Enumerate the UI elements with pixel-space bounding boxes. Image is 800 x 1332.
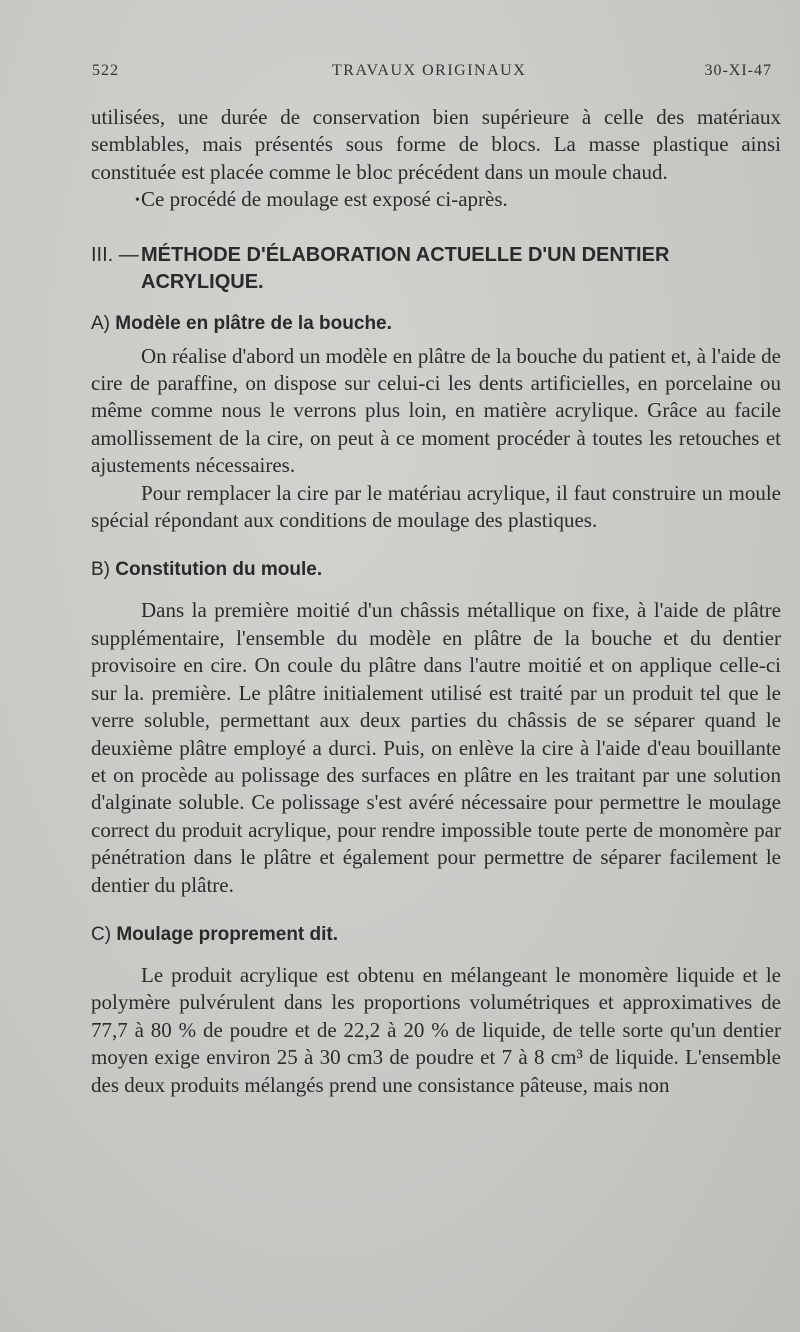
- article-body: [91, 104, 781, 1099]
- journal-section: TRAVAUX ORIGINAUX: [332, 62, 527, 79]
- issue-date: 30-XI-47: [704, 62, 772, 79]
- running-header: [92, 62, 782, 86]
- subsection-a-paragraph-1: On réalise d'abord un modèle en plâtre de la bouche du patient et, à l'aide de cire de paraffine, on dispose sur celui-ci les dents artificielles, en porcelaine ou même comme nous le verrons plus loin, en matière acrylique. Grâce au facile amollissement de la cire, on peut à ce moment procéder à toutes les retouches et ajustements nécessaires.: [91, 343, 781, 478]
- subsection-b-letter: B): [91, 559, 110, 581]
- page-number: 522: [92, 62, 119, 79]
- subsection-c-title: Moulage proprement dit.: [116, 923, 339, 945]
- intro-bullet-text: Ce procédé de moulage est exposé ci-après.: [141, 187, 508, 212]
- intro-bullet-line: [91, 186, 781, 213]
- subsection-b-paragraph-1: Dans la première moitié d'un châssis métallique on fixe, à l'aide de plâtre supplémentaire, l'ensemble du modèle en plâtre de la bouche et du dentier provisoire en cire. On coule du plâtre dans l'autre moitié et on applique celle-ci sur la. première. Le plâtre initialement utilisé est traité par un produit tel que le verre soluble, permettant aux deux parties du châssis de se séparer quand le deuxième plâtre employé a durci. Puis, on enlève la cire à l'aide d'eau bouillante et on procède au polissage des surfaces en plâtre en les traitant par une solution d'alginate soluble. Ce polissage s'est avéré nécessaire pour permettre le moulage correct du produit acrylique, pour rendre impossible toute perte de monomère par pénétration dans le plâtre et également pour permettre de séparer facilement le dentier du plâtre.: [91, 598, 781, 897]
- section-heading: [91, 242, 781, 296]
- subsection-b-title: Constitution du moule.: [115, 559, 323, 581]
- subsection-c-letter: C): [91, 923, 112, 945]
- bullet-icon: •: [135, 193, 140, 209]
- section-number: III. —: [91, 243, 139, 266]
- intro-paragraph: utilisées, une durée de conservation bien supérieure à celle des matériaux semblables, mais présentés sous forme de blocs. La masse plastique ainsi constituée est placée comme le bloc précédent dans un moule chaud.: [91, 105, 781, 184]
- section-title-line1: MÉTHODE D'ÉLABORATION ACTUELLE D'UN DENTIER: [141, 243, 670, 266]
- subsection-c-paragraph-1: Le produit acrylique est obtenu en mélangeant le monomère liquide et le polymère pulvérulent dans les proportions volumétriques et approximatives de 77,7 à 80 % de poudre et de 22,2 à 20 % de liquide, de telle sorte qu'un dentier moyen exige environ 25 à 30 cm3 de poudre et 7 à 8 cm³ de liquide. L'ensemble des deux produits mélangés prend une consistance pâteuse, mais non: [91, 962, 781, 1097]
- subsection-b-heading: [91, 556, 781, 583]
- subsection-a-heading: [91, 310, 781, 337]
- subsection-a-letter: A): [91, 312, 110, 334]
- subsection-a-paragraph-2: Pour remplacer la cire par le matériau acrylique, il faut construire un moule spécial répondant aux conditions de moulage des plastiques.: [91, 480, 781, 533]
- subsection-a-title: Modèle en plâtre de la bouche.: [115, 312, 392, 334]
- subsection-c-heading: [91, 921, 781, 948]
- section-title-line2: ACRYLIQUE.: [141, 270, 264, 293]
